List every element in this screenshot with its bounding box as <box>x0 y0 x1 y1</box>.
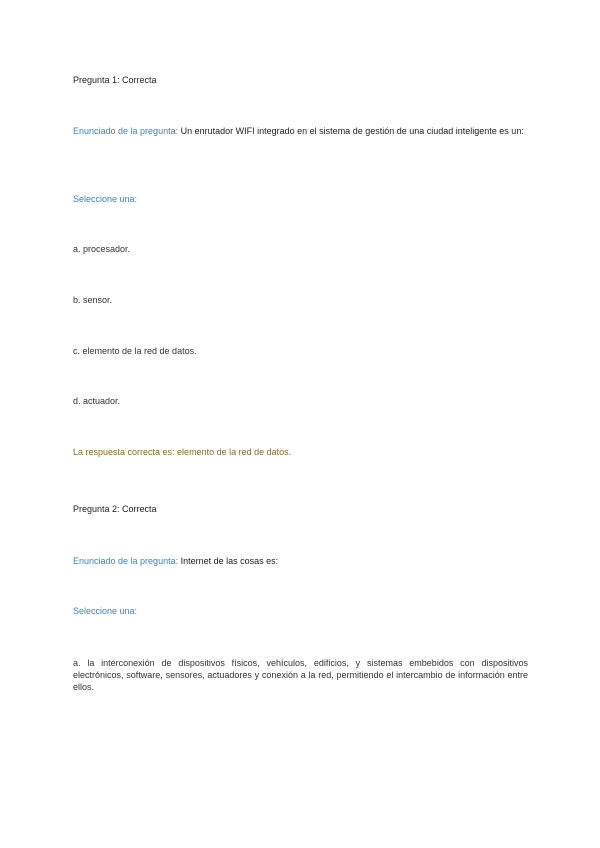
question-2-statement <box>73 555 528 567</box>
question-1-statement-label: Enunciado de la pregunta: <box>73 126 179 136</box>
question-2-statement-text: Internet de las cosas es: <box>180 556 279 566</box>
question-1-option-a: a. procesador. <box>73 244 131 254</box>
question-2-statement-label: Enunciado de la pregunta: <box>73 556 179 566</box>
question-1-title: Pregunta 1: Correcta <box>73 75 157 85</box>
question-1-statement-text: Un enrutador WIFI integrado en el sistema de gestión de una ciudad inteligente es un: <box>180 126 524 136</box>
question-2-select-label: Seleccione una: <box>73 606 138 616</box>
question-1-option-c: c. elemento de la red de datos. <box>73 346 197 356</box>
question-1-option-d: d. actuador. <box>73 396 121 406</box>
question-1-option-b: b. sensor. <box>73 295 113 305</box>
question-1-select-label: Seleccione una: <box>73 194 138 204</box>
question-1-correct-answer: La respuesta correcta es: elemento de la red de datos. <box>73 447 292 457</box>
question-2-title: Pregunta 2: Correcta <box>73 504 157 514</box>
question-2-option-a: a. la interconexión de dispositivos físicos, vehículos, edificios, y sistemas embebidos con dispositivos electrónicos, software, sensores, actuadores y conexión a la red, permitiendo el intercambio de información entre ellos. <box>73 658 528 692</box>
question-1-statement <box>73 125 528 137</box>
